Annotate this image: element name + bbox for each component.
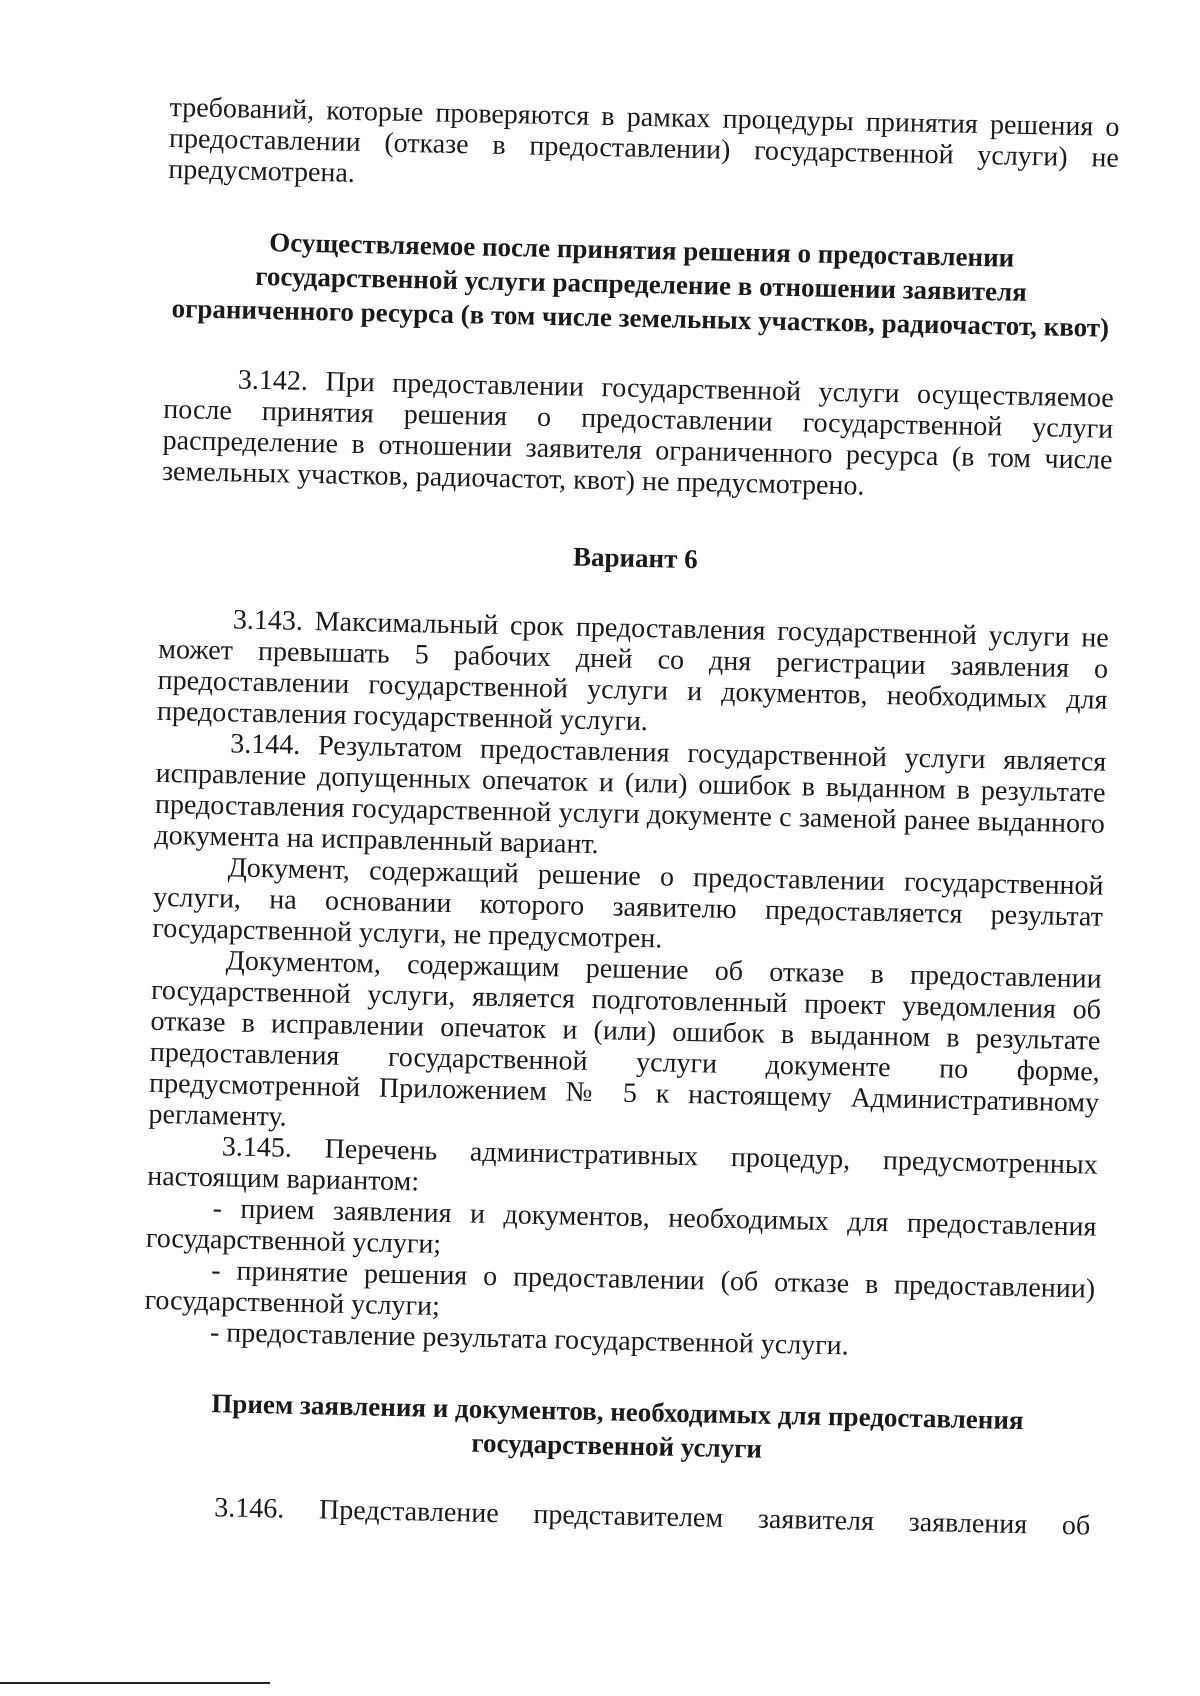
paragraph-continuation: требований, которые проверяются в рамках процедуры принятия решения о предоставлении (отказе в предоставлении) государственной услуги) не предусмотрена. xyxy=(168,92,1120,189)
section-heading-application-intake: Прием заявления и документов, необходимых для предоставления государственной услуги xyxy=(211,1388,1024,1464)
paragraph-3-145: 3.145. Перечень административных процедур, предусмотренных настоящим вариантом: xyxy=(146,1131,1099,1198)
footnote-separator-line xyxy=(0,1682,270,1684)
list-item-procedure-1: - прием заявления и документов, необходимых для предоставления государственной услуги; xyxy=(145,1193,1097,1260)
paragraph-3-143: 3.143. Максимальный срок предоставления государственной услуги не может превышать 5 рабочих дней со дня регистрации заявления о предоставлении государственной услуги и документов, необходимых для предоставления государственной услуги. xyxy=(156,604,1110,738)
list-item-procedure-3: - предоставление результата государственной услуги. xyxy=(209,1317,850,1362)
paragraph-3-146: 3.146. Представление представителем заявителя заявления об xyxy=(214,1492,1091,1542)
list-item-procedure-2: - принятие решения о предоставлении (об отказе в предоставлении) государственной услуги; xyxy=(144,1255,1096,1322)
paragraph-3-142: 3.142. При предоставлении государственной услуги осуществляемое после принятия решения о предоставлении государственной услуги распределение в отношении заявителя ограниченного ресурса (в том числе земельных участков, радиочастот, квот) не предусмотрено. xyxy=(161,364,1115,502)
paragraph-refusal-document: Документом, содержащим решение об отказе в предоставлении государственной услуги, является подготовленный проект уведомления об отказе в исправлении опечаток и (или) ошибок в выданном в результате предоставления государственной услуги документе по форме, предусмотренной Приложением № 5 к настоящему Административному регламенту. xyxy=(148,945,1102,1133)
section-heading-resource-allocation: Осуществляемое после принятия решения о предоставлении государственной услуги распределение в отношении заявителя ограниченного ресурса (в том числе земельных участков, радиочастот, квот) xyxy=(171,227,1110,343)
paragraph-3-144: 3.144. Результатом предоставления государственной услуги является исправление допущенных опечаток и (или) ошибок в выданном в результате предоставления государственной услуги документе с заменой ранее выданного документа на исправленный вариант. xyxy=(154,728,1107,861)
section-heading-variant-6: Вариант 6 xyxy=(572,541,698,575)
paragraph-decision-document: Документ, содержащий решение о предоставлении государственной услуги, на основании которого заявителю предоставляется результат государственной услуги, не предусмотрен. xyxy=(152,852,1104,955)
document-content xyxy=(140,92,1120,1542)
